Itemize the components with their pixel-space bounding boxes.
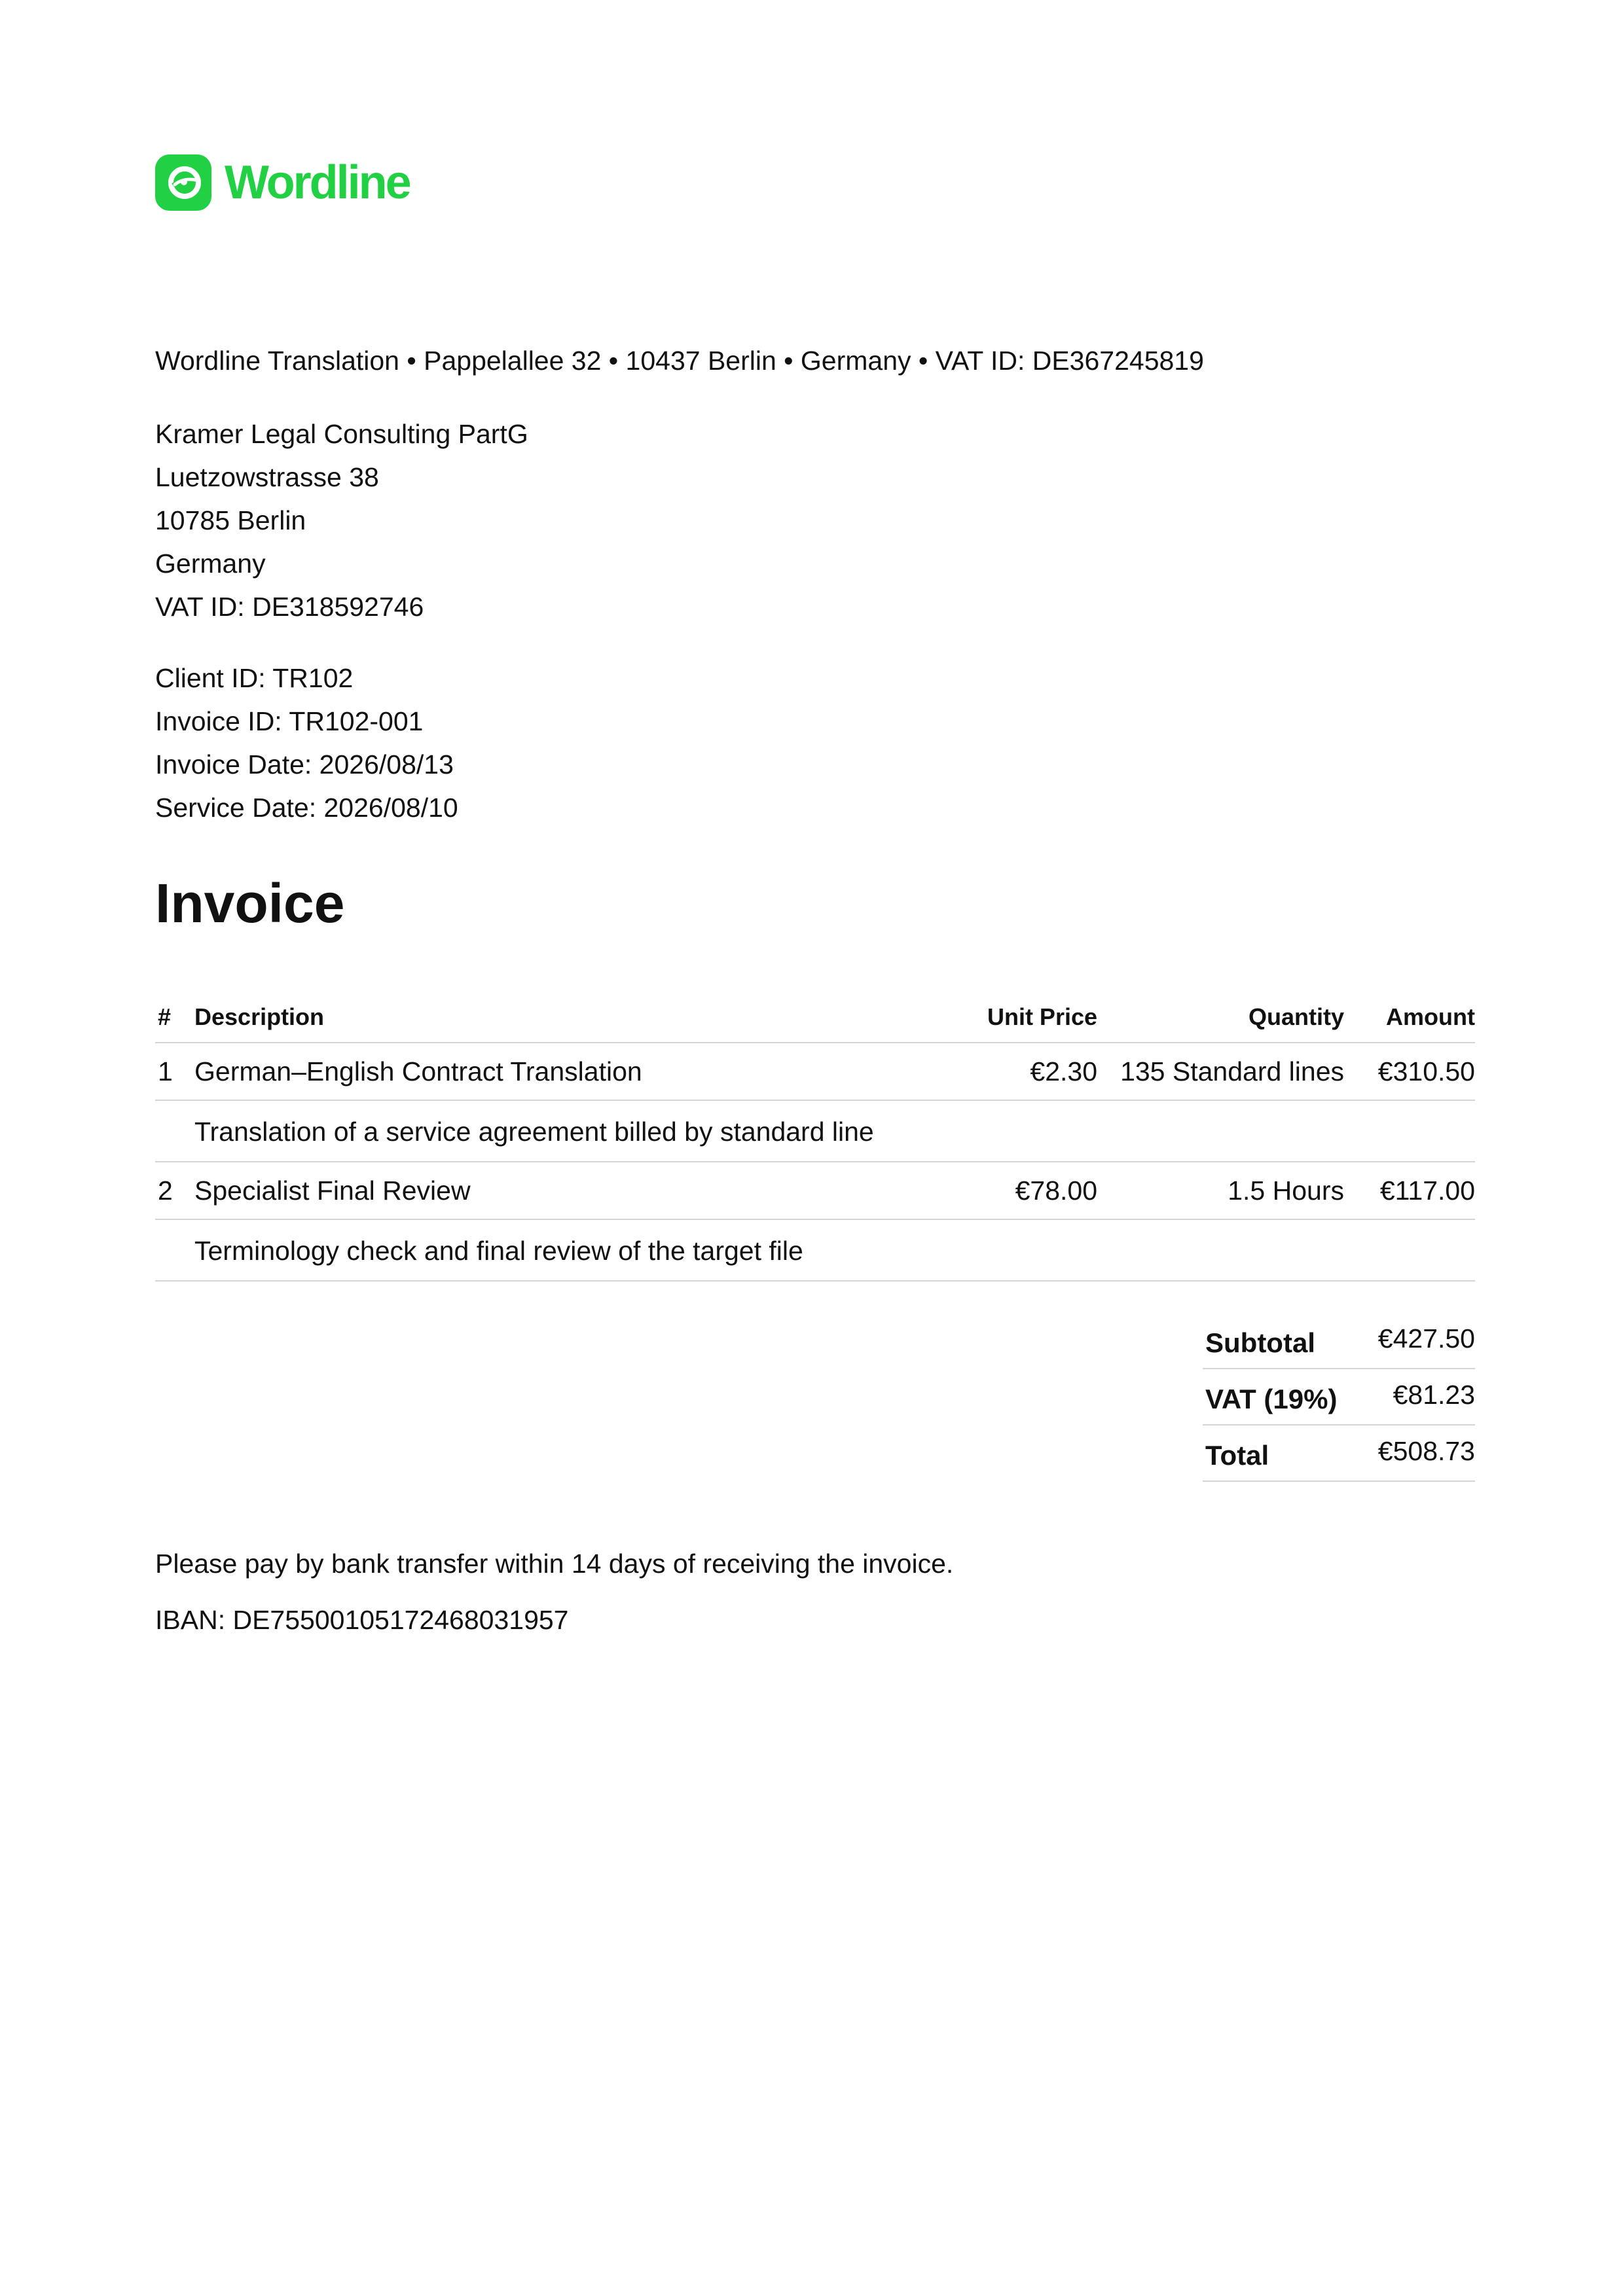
iban: IBAN: DE75500105172468031957 xyxy=(155,1605,569,1635)
total-row xyxy=(1203,1426,1475,1482)
item-num: 1 xyxy=(158,1056,173,1086)
item-description: Specialist Final Review xyxy=(194,1175,471,1206)
logo-icon xyxy=(155,154,211,211)
subtotal-row xyxy=(1203,1313,1475,1369)
subtotal-label: Subtotal xyxy=(1205,1327,1315,1358)
vat-label: VAT (19%) xyxy=(1205,1384,1338,1414)
recipient-vat-id: VAT ID: DE318592746 xyxy=(155,592,424,622)
subtotal-value: €427.50 xyxy=(1377,1323,1475,1354)
client-id: Client ID: TR102 xyxy=(155,663,354,693)
table-row xyxy=(155,1162,1475,1220)
header-description: Description xyxy=(194,1003,325,1030)
table-header-row xyxy=(155,992,1475,1043)
item-description: German–English Contract Translation xyxy=(194,1056,642,1086)
total-label: Total xyxy=(1205,1440,1269,1471)
item-unit-price: €78.00 xyxy=(1015,1175,1097,1206)
invoice-id: Invoice ID: TR102-001 xyxy=(155,706,424,736)
line-items-table xyxy=(155,992,1475,1282)
recipient-address xyxy=(155,412,528,628)
item-quantity: 1.5 Hours xyxy=(1228,1175,1344,1206)
item-amount: €117.00 xyxy=(1379,1175,1475,1206)
page-title: Invoice xyxy=(155,872,345,934)
table-row xyxy=(155,1043,1475,1101)
item-detail: Translation of a service agreement billed by standard line xyxy=(194,1117,874,1147)
service-date: Service Date: 2026/08/10 xyxy=(155,793,458,823)
invoice-meta xyxy=(155,656,458,829)
invoice-date: Invoice Date: 2026/08/13 xyxy=(155,749,454,780)
item-unit-price: €2.30 xyxy=(1030,1056,1097,1086)
brand-name: Wordline xyxy=(225,156,410,209)
item-detail: Terminology check and final review of the target file xyxy=(194,1236,803,1266)
recipient-street: Luetzowstrasse 38 xyxy=(155,462,379,492)
recipient-city: 10785 Berlin xyxy=(155,505,306,535)
sender-address-line: Wordline Translation • Pappelallee 32 • 10437 Berlin • Germany • VAT ID: DE367245819 xyxy=(155,346,1204,376)
payment-info xyxy=(155,1545,953,1657)
totals-table xyxy=(1203,1313,1475,1482)
item-quantity: 135 Standard lines xyxy=(1120,1056,1344,1086)
header-unit-price: Unit Price xyxy=(987,1003,1097,1030)
header-amount: Amount xyxy=(1386,1003,1475,1030)
brand-logo xyxy=(155,154,410,211)
vat-value: €81.23 xyxy=(1393,1380,1475,1410)
table-row-detail xyxy=(155,1220,1475,1282)
item-amount: €310.50 xyxy=(1377,1056,1475,1086)
payment-note: Please pay by bank transfer within 14 days of receiving the invoice. xyxy=(155,1549,954,1579)
recipient-country: Germany xyxy=(155,548,266,579)
table-row-detail xyxy=(155,1101,1475,1162)
header-quantity: Quantity xyxy=(1248,1003,1344,1030)
header-num: # xyxy=(158,1003,172,1030)
recipient-name: Kramer Legal Consulting PartG xyxy=(155,419,528,449)
total-value: €508.73 xyxy=(1377,1436,1475,1466)
item-num: 2 xyxy=(158,1175,173,1206)
vat-row xyxy=(1203,1369,1475,1426)
